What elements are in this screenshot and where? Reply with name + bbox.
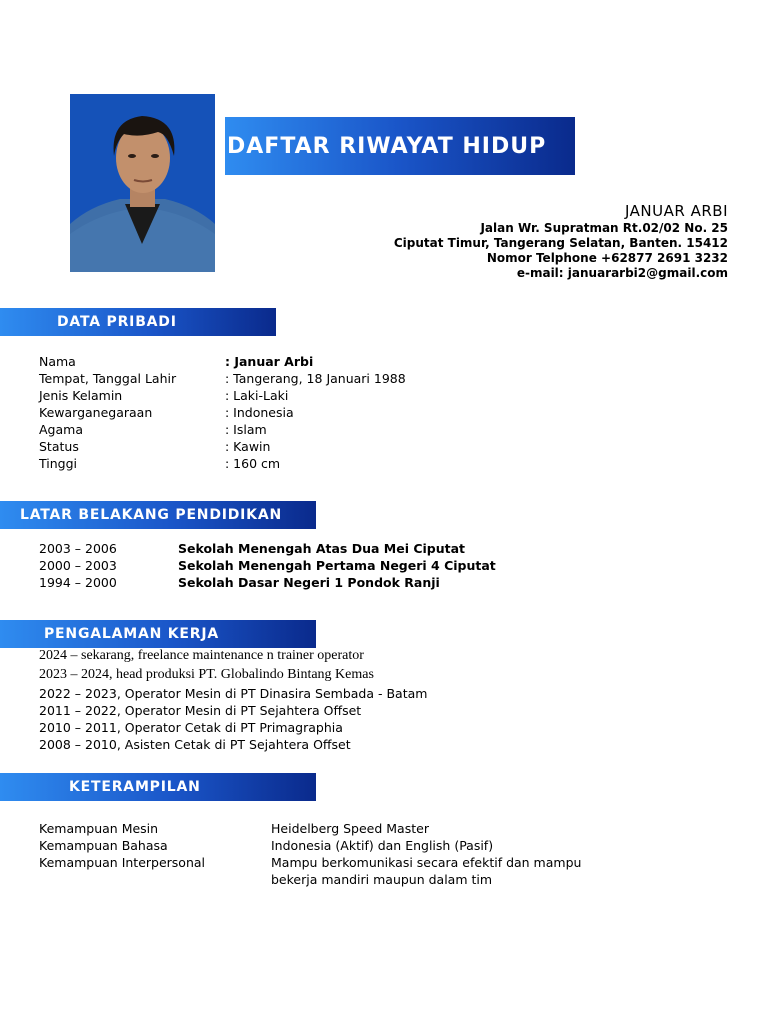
personal-label: Tempat, Tanggal Lahir [39,371,177,386]
personal-value: : Kawin [225,439,271,454]
education-school: Sekolah Menengah Atas Dua Mei Ciputat [178,541,466,556]
section-title: KETERAMPILAN [69,779,201,795]
page-title: DAFTAR RIWAYAT HIDUP [227,133,547,159]
contact-name: JANUAR ARBI [625,202,728,220]
personal-row [0,370,768,387]
personal-label: Agama [39,422,83,437]
education-years: 2003 – 2006 [39,541,117,556]
section-header-pengalaman [0,620,316,648]
skill-value: Mampu berkomunikasi secara efektif dan mampu [271,855,582,870]
work-item: 2008 – 2010, Asisten Cetak di PT Sejahtera Offset [39,737,351,752]
personal-label: Status [39,439,79,454]
education-row [0,540,768,557]
section-header-data-pribadi [0,308,276,336]
personal-value: : Januar Arbi [225,354,314,369]
personal-value: : Laki-Laki [225,388,289,403]
personal-row [0,455,768,472]
section-title: PENGALAMAN KERJA [44,626,220,642]
work-item: 2024 – sekarang, freelance maintenance n trainer operator [39,648,364,663]
personal-value: : Indonesia [225,405,294,420]
personal-value: : Islam [225,422,267,437]
contact-block [308,201,728,281]
title-banner [225,117,575,175]
section-title: LATAR BELAKANG PENDIDIKAN [20,507,282,523]
skill-value: Indonesia (Aktif) dan English (Pasif) [271,838,494,853]
work-item: 2011 – 2022, Operator Mesin di PT Sejahtera Offset [39,703,362,718]
section-header-pendidikan [0,501,316,529]
personal-row [0,421,768,438]
skill-row [0,871,768,888]
education-school: Sekolah Dasar Negeri 1 Pondok Ranji [178,575,440,590]
personal-row [0,404,768,421]
profile-photo [70,94,215,272]
education-row [0,574,768,591]
skill-row [0,837,768,854]
personal-row [0,353,768,370]
education-row [0,557,768,574]
education-years: 2000 – 2003 [39,558,117,573]
personal-row [0,387,768,404]
work-item: 2023 – 2024, head produksi PT. Globalindo Bintang Kemas [39,667,374,682]
work-item: 2022 – 2023, Operator Mesin di PT Dinasira Sembada - Batam [39,686,428,701]
personal-label: Jenis Kelamin [39,388,123,403]
personal-label: Kewarganegaraan [39,405,153,420]
skill-label: Kemampuan Bahasa [39,838,168,853]
contact-address-2: Ciputat Timur, Tangerang Selatan, Banten. 15412 [393,236,728,250]
personal-value: : 160 cm [225,456,281,471]
skill-row [0,854,768,871]
personal-value: : Tangerang, 18 Januari 1988 [225,371,406,386]
personal-label: Tinggi [39,456,77,471]
skill-label: Kemampuan Mesin [39,821,159,836]
section-title: DATA PRIBADI [57,314,177,330]
personal-label: Nama [39,354,76,369]
education-school: Sekolah Menengah Pertama Negeri 4 Ciputat [178,558,496,573]
skill-label: Kemampuan Interpersonal [39,855,206,870]
contact-phone: Nomor Telphone +62877 2691 3232 [486,251,728,265]
education-years: 1994 – 2000 [39,575,117,590]
skill-value: Heidelberg Speed Master [271,821,429,836]
work-item: 2010 – 2011, Operator Cetak di PT Primagraphia [39,720,343,735]
skill-row [0,820,768,837]
contact-address-1: Jalan Wr. Supratman Rt.02/02 No. 25 [480,221,728,235]
personal-row [0,438,768,455]
section-header-keterampilan [0,773,316,801]
skill-value: bekerja mandiri maupun dalam tim [271,872,493,887]
contact-email: e-mail: januararbi2@gmail.com [516,266,728,280]
